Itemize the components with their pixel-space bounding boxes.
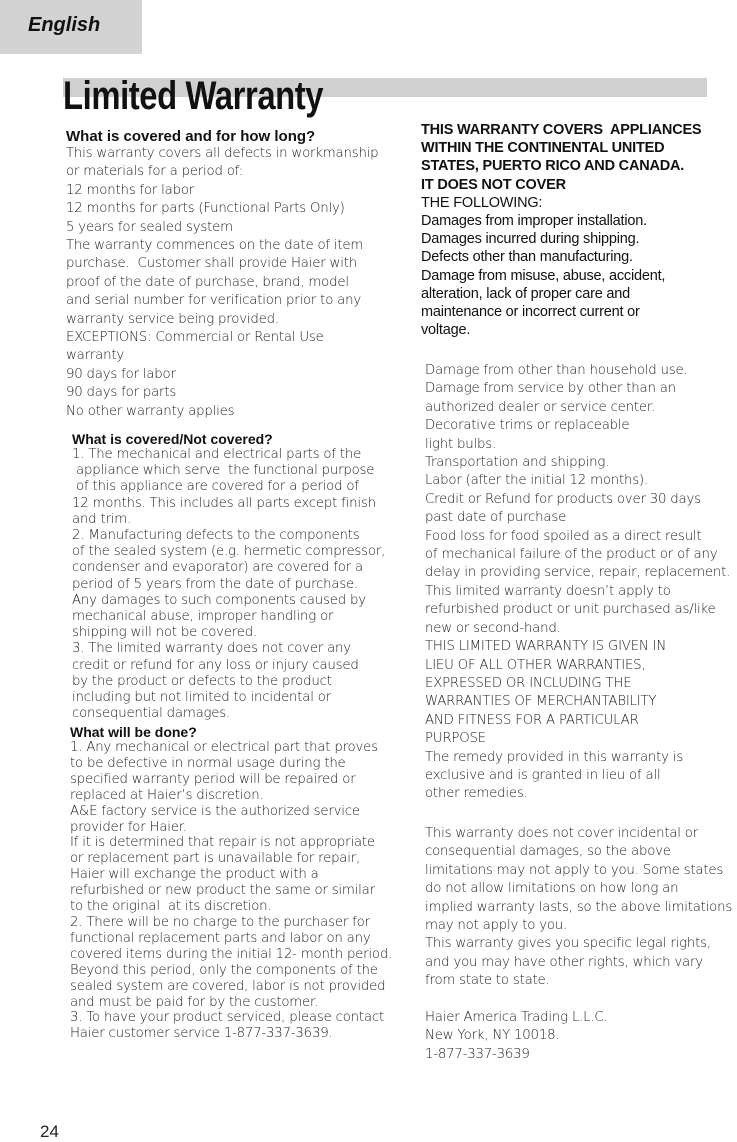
text-line: Damages from improper installation. xyxy=(421,213,647,230)
text-line: 2. Manufacturing defects to the components xyxy=(72,528,360,544)
text-line: A&E factory service is the authorized service xyxy=(70,803,360,819)
text-line: to the original at its discretion. xyxy=(70,899,272,915)
text-line: IT DOES NOT COVER xyxy=(421,176,566,193)
page-number: 24 xyxy=(40,1122,59,1141)
text-line: voltage. xyxy=(421,322,471,339)
text-line: of mechanical failure of the product or of any xyxy=(425,547,718,563)
text-line: Defects other than manufacturing. xyxy=(421,249,633,266)
text-line: 3. To have your product serviced, please contact xyxy=(70,1010,384,1026)
covered-not-covered-section xyxy=(72,431,385,722)
text-line: WITHIN THE CONTINENTAL UNITED xyxy=(421,140,665,157)
text-line: proof of the date of purchase, brand, model xyxy=(66,274,349,290)
text-line: This warranty does not cover incidental or xyxy=(425,826,699,841)
text-line: This warranty gives you specific legal rights, xyxy=(425,936,711,952)
text-line: Decorative trims or replaceable xyxy=(425,418,630,434)
text-line: Haier will exchange the product with a xyxy=(70,867,319,883)
text-line: Damage from other than household use. xyxy=(425,363,688,378)
text-line: other remedies. xyxy=(425,786,528,802)
text-line: appliance which serve the functional purpose xyxy=(72,463,375,479)
text-line: 2. There will be no charge to the purchaser for xyxy=(70,914,370,930)
text-line: 3. The limited warranty does not cover any xyxy=(72,641,351,657)
legal-rights-section xyxy=(425,825,732,991)
text-line: covered items during the initial 12- month period. xyxy=(70,946,393,962)
text-line: sealed system are covered, labor is not provided xyxy=(70,978,386,994)
text-line: condenser and evaporator) are covered for a xyxy=(72,560,363,576)
text-line: may not apply to you. xyxy=(425,918,568,934)
text-line: new or second-hand. xyxy=(425,620,561,636)
text-line: 90 days for labor xyxy=(66,366,176,382)
text-line: credit or refund for any loss or injury caused xyxy=(72,657,359,673)
text-line: Damage from misuse, abuse, accident, xyxy=(421,267,666,284)
text-line: warranty xyxy=(66,348,125,364)
text-line: Haier customer service 1-877-337-3639. xyxy=(70,1026,333,1042)
text-line: refurbished or new product the same or similar xyxy=(70,883,375,899)
text-line: exclusive and is granted in lieu of all xyxy=(425,767,661,783)
text-line: by the product or defects to the product xyxy=(72,673,332,689)
text-line: Food loss for food spoiled as a direct result xyxy=(425,528,702,544)
text-line: EXCEPTIONS: Commercial or Rental Use xyxy=(66,330,324,346)
text-line: and trim. xyxy=(72,511,131,527)
text-line: 5 years for sealed system xyxy=(66,219,233,235)
text-line: Haier America Trading L.L.C. xyxy=(425,1010,608,1025)
text-line: STATES, PUERTO RICO AND CANADA. xyxy=(421,158,685,175)
text-line: 12 months for parts (Functional Parts Only) xyxy=(66,201,345,217)
text-line: purchase. Customer shall provide Haier with xyxy=(66,256,357,272)
text-line: Transportation and shipping. xyxy=(425,455,610,471)
text-line: PURPOSE xyxy=(425,731,486,747)
text-line: and you may have other rights, which vary xyxy=(425,954,703,970)
section-heading: What is covered and for how long? xyxy=(66,128,316,145)
text-line: or materials for a period of: xyxy=(66,164,243,180)
text-line: This limited warranty doesn’t apply to xyxy=(425,583,671,599)
text-line: delay in providing service, repair, replacement. xyxy=(425,565,731,581)
text-line: 90 days for parts xyxy=(66,385,177,401)
text-line: 1. The mechanical and electrical parts of the xyxy=(72,447,362,462)
text-line: The remedy provided in this warranty is xyxy=(425,749,684,765)
text-line: specified warranty period will be repaired or xyxy=(70,771,356,787)
text-line: authorized dealer or service center. xyxy=(425,399,655,415)
text-line: maintenance or incorrect current or xyxy=(421,304,640,321)
text-line: 12 months. This includes all parts except finish xyxy=(72,495,376,511)
text-line: The warranty commences on the date of item xyxy=(66,238,364,254)
page-title: Limited Warranty xyxy=(63,74,324,118)
text-line: 1. Any mechanical or electrical part that proves xyxy=(70,740,378,755)
text-line: Credit or Refund for products over 30 days xyxy=(425,491,701,507)
text-line: Labor (after the initial 12 months). xyxy=(425,473,648,489)
text-line: WARRANTIES OF MERCHANTABILITY xyxy=(425,694,657,710)
section-heading: What will be done? xyxy=(70,724,197,740)
company-address-section xyxy=(425,1009,608,1064)
exclusions-section xyxy=(425,362,730,804)
text-line: of this appliance are covered for a period of xyxy=(72,479,359,495)
what-will-be-done-section xyxy=(70,724,392,1042)
text-line: of the sealed system (e.g. hermetic compressor, xyxy=(72,544,386,560)
covered-how-long-section xyxy=(66,128,378,421)
text-line: consequential damages. xyxy=(72,706,231,722)
text-line: THIS LIMITED WARRANTY IS GIVEN IN xyxy=(425,639,667,655)
text-line: THE FOLLOWING: xyxy=(421,194,543,211)
text-line: provider for Haier. xyxy=(70,819,187,835)
text-line: EXPRESSED OR INCLUDING THE xyxy=(425,675,632,691)
text-line: limitations may not apply to you. Some states xyxy=(425,862,724,878)
text-line: THIS WARRANTY COVERS APPLIANCES xyxy=(421,122,702,138)
text-line: New York, NY 10018. xyxy=(425,1028,560,1044)
text-line: Damages incurred during shipping. xyxy=(421,231,640,248)
text-line: LIEU OF ALL OTHER WARRANTIES, xyxy=(425,657,646,673)
language-label: English xyxy=(28,14,101,36)
text-line: implied warranty lasts, so the above limitations xyxy=(425,899,733,915)
text-line: 1-877-337-3639 xyxy=(425,1046,530,1062)
text-line: including but not limited to incidental or xyxy=(72,690,331,706)
text-line: and must be paid for by the customer. xyxy=(70,994,319,1010)
text-line: refurbished product or unit purchased as/like xyxy=(425,602,716,618)
text-line: If it is determined that repair is not appropriate xyxy=(70,835,375,851)
text-line: Beyond this period, only the components of the xyxy=(70,962,378,978)
text-line: alteration, lack of proper care and xyxy=(421,285,631,302)
text-line: This warranty covers all defects in workmanship xyxy=(66,146,379,161)
text-line: consequential damages, so the above xyxy=(425,844,671,860)
text-line: mechanical abuse, improper handling or xyxy=(72,609,334,625)
text-line: to be defective in normal usage during the xyxy=(70,755,346,771)
text-line: light bulbs. xyxy=(425,436,496,452)
text-line: functional replacement parts and labor on any xyxy=(70,930,371,946)
text-line: and serial number for verification prior to any xyxy=(66,293,362,309)
text-line: do not allow limitations on how long an xyxy=(425,881,679,897)
section-heading: What is covered/Not covered? xyxy=(72,431,273,447)
text-line: shipping will not be covered. xyxy=(72,625,258,641)
text-line: period of 5 years from the date of purchase. xyxy=(72,576,359,592)
language-tab xyxy=(0,0,142,54)
text-line: past date of purchase xyxy=(425,510,567,526)
text-line: Damage from service by other than an xyxy=(425,381,676,397)
coverage-scope-section xyxy=(421,121,701,339)
text-line: No other warranty applies xyxy=(66,403,235,419)
text-line: AND FITNESS FOR A PARTICULAR xyxy=(425,712,639,728)
text-line: Any damages to such components caused by xyxy=(72,592,366,608)
text-line: 12 months for labor xyxy=(66,182,195,198)
text-line: from state to state. xyxy=(425,973,550,989)
text-line: replaced at Haier’s discretion. xyxy=(70,787,264,803)
text-line: warranty service being provided. xyxy=(66,311,279,327)
text-line: or replacement part is unavailable for repair, xyxy=(70,851,361,867)
